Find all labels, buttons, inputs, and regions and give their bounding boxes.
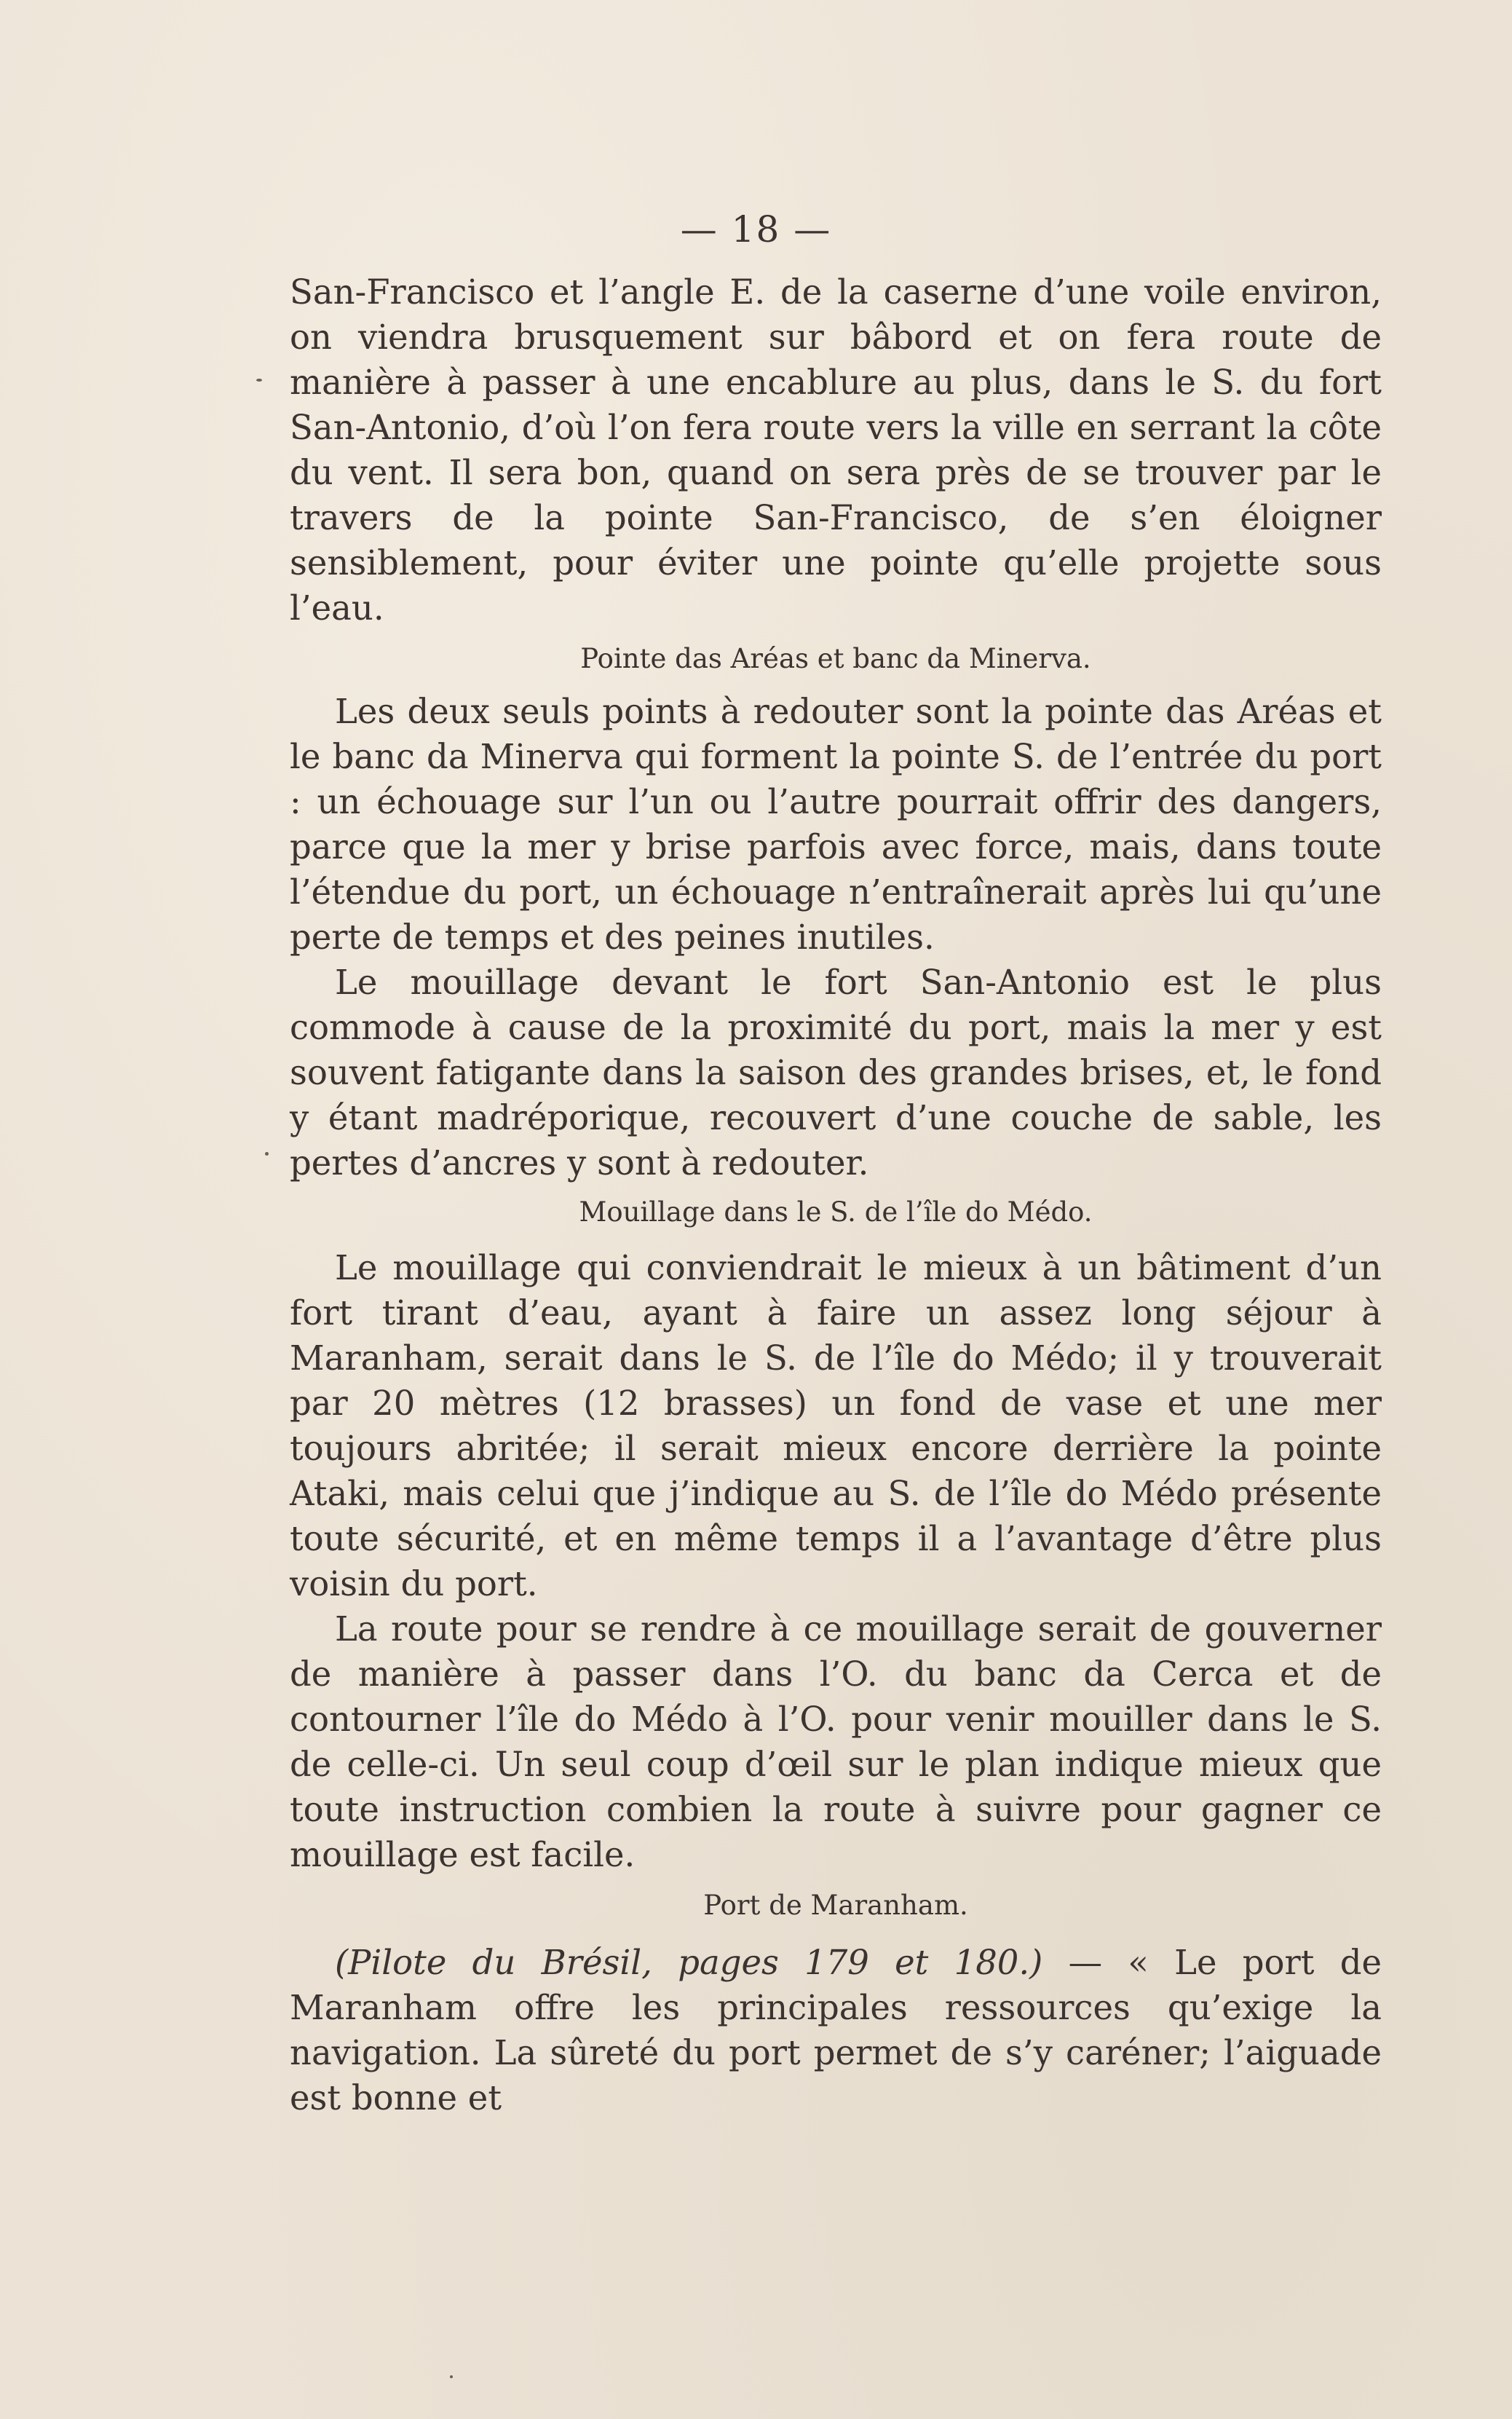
paragraph: Le mouillage qui conviendrait le mieux à un bâtiment d’un fort tirant d’eau, ayant à faire un assez long séjour à Maranham, serait dans le S. de l’île do Médo; il y trouverait par 20 mètres (12 brasses) un fond de vase et une mer toujours abritée; il serait mieux encore derrière la pointe Ataki, mais celui que j’indique au S. de l’île do Médo présente toute sécurité, et en même temps il a l’avantage d’être plus voisin du port. bbox=[290, 1248, 1382, 1603]
ink-speck bbox=[450, 2375, 453, 2378]
page-number: — 18 — bbox=[680, 208, 832, 250]
citation: (Pilote du Brésil, pages 179 et 180.) bbox=[335, 1943, 1043, 1982]
paragraph: Les deux seuls points à redouter sont la pointe das Aréas et le banc da Minerva qui forment la pointe S. de l’entrée du port : un échouage sur l’un ou l’autre pourrait offrir des dangers, parce que la mer y brise parfois avec force, mais, dans toute l’étendue du port, un échouage n’entraînerait après lui qu’une perte de temps et des peines inutiles. bbox=[290, 692, 1382, 957]
section-heading: Mouillage dans le S. de l’île do Médo. bbox=[579, 1196, 1093, 1228]
section-heading: Port de Maranham. bbox=[703, 1890, 968, 1921]
ink-speck bbox=[256, 379, 262, 382]
paragraph: San-Francisco et l’angle E. de la caserne d’une voile environ, on viendra brusquement sur bâbord et on fera route de manière à passer à une encablure au plus, dans le S. du fort San-Antonio, d’où l’on fera route vers la ville en serrant la côte du vent. Il sera bon, quand on sera près de se trouver par le travers de la pointe San-Francisco, de s’en éloigner sensiblement, pour éviter une pointe qu’elle projette sous l’eau. bbox=[290, 272, 1382, 628]
section-heading: Pointe das Aréas et banc da Minerva. bbox=[580, 643, 1091, 674]
paragraph-text: — « Le port de Maranham offre les principales ressources qu’exige la navigation. La sûreté du port permet de s’y caréner; l’aiguade est bonne et bbox=[290, 1943, 1382, 2118]
paragraph: La route pour se rendre à ce mouillage serait de gouverner de manière à passer dans l’O. du banc da Cerca et de contourner l’île do Médo à l’O. pour venir mouiller dans le S. de celle-ci. Un seul coup d’œil sur le plan indique mieux que toute instruction combien la route à suivre pour gagner ce mouillage est facile. bbox=[290, 1609, 1382, 1874]
paragraph bbox=[290, 1940, 1382, 2120]
paragraph: Le mouillage devant le fort San-Antonio est le plus commode à cause de la proximité du port, mais la mer y est souvent fatigante dans la saison des grandes brises, et, le fond y étant madréporique, recouvert d’une couche de sable, les pertes d’ancres y sont à redouter. bbox=[290, 963, 1382, 1183]
page-body bbox=[290, 269, 1382, 2120]
ink-speck bbox=[265, 1152, 269, 1156]
